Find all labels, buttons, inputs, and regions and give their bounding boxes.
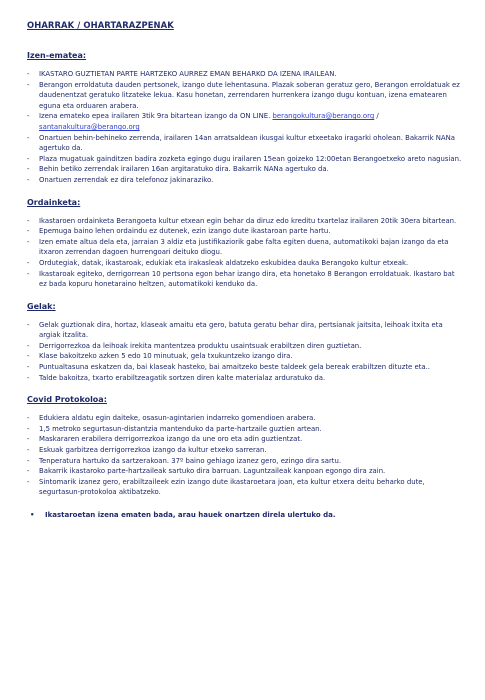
list-item: - 1,5 metroko segurtasun-distantzia mantenduko da parte-hartzaile guztien artean.	[27, 424, 463, 435]
list-item: - Ordutegiak, datak, ikastaroak, edukiak eta irakasleak aldatzeko eskubidea dauka Berangoko kultur etxeak.	[27, 258, 463, 269]
list-item: - Berangon erroldatuta dauden pertsonek, izango dute lehentasuna. Plazak soberan geratuz gero, Berangon erroldatuak ez daudenentzat geratuko litzateke lekua. Kasu honetan, zerrendaren hurrenkera izango dugu kontuan, izena ematearen eguna eta orduaren arabera.	[27, 80, 463, 112]
list-item: - Klase bakoitzeko azken 5 edo 10 minutuak, gela txukuntzeko izango dira.	[27, 351, 463, 362]
section-title: Ordainketa:	[27, 197, 81, 207]
email-link-berangokultura[interactable]: berangokultura@berango.org	[272, 112, 375, 121]
payment-list	[27, 216, 463, 290]
closing-note-text: Ikastaroetan izena ematen bada, arau hauek onartzen direla ulertuko da.	[45, 511, 336, 519]
list-item: - Gelak guztionak dira, hortaz, klaseak amaitu eta gero, batuta geratu behar dira, pertsianak jaitsita, leihoak itxita eta argiak itzalita.	[27, 320, 463, 341]
list-item: - Edukiera aldatu egin daiteke, osasun-agintarien indarreko gomendioen arabera.	[27, 413, 463, 424]
classrooms-list	[27, 320, 463, 384]
email-link-santanakultura[interactable]: santanakultura@berango.org	[39, 122, 140, 131]
list-item: - Tenperatura hartuko da sartzerakoan. 37º baino gehiago izanez gero, ezingo dira sartu.	[27, 456, 463, 467]
list-item: - Talde bakoitza, txarto erabiltzeagatik sortzen diren kalte materialaz arduratuko da.	[27, 373, 463, 384]
section-registration	[27, 51, 463, 186]
section-title: Gelak:	[27, 301, 56, 311]
list-item: - Puntualtasuna eskatzen da, bai klaseak hasteko, bai amaitzeko beste taldeek gela bereak erabiltzen dituzte eta..	[27, 362, 463, 373]
section-classrooms	[27, 302, 463, 384]
list-item: - Epemuga baino lehen ordaindu ez dutenek, ezin izango dute ikastaroan parte hartu.	[27, 226, 463, 237]
section-title: Covid Protokoloa:	[27, 395, 107, 405]
registration-list	[27, 69, 463, 186]
list-item: - Ikastaroak egiteko, derrigorrean 10 pertsona egon behar izango dira, eta honetako 8 Berangon erroldatuak. Ikastaro bat ez bada kopuru honetaraino heltzen, automatikoki kenduko da.	[27, 269, 463, 290]
section-covid-protocol	[27, 395, 463, 498]
covid-list	[27, 413, 463, 498]
list-item: - Ikastaroen ordainketa Berangoeta kultur etxean egin behar da diruz edo kreditu txartelaz irailaren 20tik 30era bitartean.	[27, 216, 463, 227]
list-item: - Bakarrik ikastaroko parte-hartzaileak sartuko dira barruan. Laguntzaileak kanpoan egongo dira zain.	[27, 466, 463, 477]
list-item: - Eskuak garbitzea derrigorrezkoa izango da kultur etxeko sarreran.	[27, 445, 463, 456]
list-item: - IKASTARO GUZTIETAN PARTE HARTZEKO AURREZ EMAN BEHARKO DA IZENA IRAILEAN.	[27, 69, 463, 80]
section-payment	[27, 198, 463, 290]
list-item: - Behin betiko zerrendak irailaren 16an argitaratuko dira. Bakarrik NANa agertuko da.	[27, 164, 463, 175]
list-item: - Onartuen zerrendak ez dira telefonoz jakinaraziko.	[27, 175, 463, 186]
section-title: Izen-ematea:	[27, 51, 87, 60]
bullet-icon: •	[30, 511, 35, 519]
list-item: - Maskararen erabilera derrigorrezkoa izango da une oro eta adin guztientzat.	[27, 434, 463, 445]
closing-note	[27, 510, 463, 520]
list-item: - Izen emate altua dela eta, jarraian 3 aldiz eta justifikaziorik gabe falta egiten duena, automatikoki bajan izango da eta itxaron zerrendan dagoen hurrengoari deituko diogu.	[27, 237, 463, 258]
list-item: - Plaza mugatuak gainditzen badira zozketa egingo dugu irailaren 15ean goizeko 12:00etan Berangoetxeko areto nagusian.	[27, 154, 463, 165]
list-item	[27, 111, 463, 132]
list-item: - Sintomarik izanez gero, erabiltzaileek ezin izango dute ikastaroetara joan, eta kultur etxera deitu beharko dute, segurtasun-protokoloa aktibatzeko.	[27, 477, 463, 498]
list-item: - Onartuen behin-behineko zerrenda, irailaren 14an arratsaldean ikusgai kultur etxeetako iragarki oholean. Bakarrik NANa agertuko da.	[27, 133, 463, 154]
list-item: - Derrigorrezkoa da leihoak irekita mantentzea produktu usaintsuak erabiltzen diren guztietan.	[27, 341, 463, 352]
list-item-text: Izena emateko epea irailaren 3tik 9ra bitartean izango da ON LINE.	[39, 112, 271, 121]
page-title: OHARRAK / OHARTARAZPENAK	[27, 20, 174, 30]
link-separator: /	[374, 112, 379, 121]
